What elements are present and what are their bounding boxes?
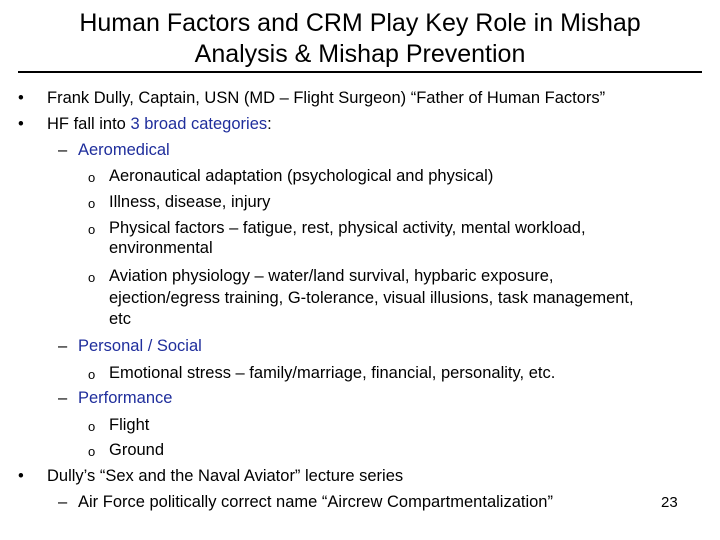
sub-bullet-icon: o — [88, 196, 96, 211]
sub-bullet-icon: o — [88, 444, 96, 459]
title-line-2: Analysis & Mishap Prevention — [194, 40, 526, 68]
sub-bullet-icon: o — [88, 170, 96, 185]
sub-item-text: Illness, disease, injury — [109, 193, 271, 211]
categories-link[interactable]: 3 broad categories — [130, 115, 268, 133]
sub-item-text: Flight — [109, 416, 150, 434]
category-heading: Aeromedical — [78, 141, 170, 159]
title-line-1: Human Factors and CRM Play Key Role in Mishap — [79, 9, 641, 37]
bullet-text: Dully’s “Sex and the Naval Aviator” lecture series — [47, 467, 404, 485]
dash-icon: – — [58, 141, 68, 159]
sub-item-text-continued: ejection/egress training, G-tolerance, visual illusions, task management, — [109, 289, 634, 307]
sub-item-text: Physical factors – fatigue, rest, physical activity, mental workload, — [109, 219, 586, 237]
bullet-text-prefix: HF fall into — [47, 115, 131, 133]
sub-bullet-icon: o — [88, 270, 96, 285]
bullet-icon: • — [18, 115, 24, 133]
sub-item-text-continued: environmental — [109, 239, 213, 257]
dash-icon: – — [58, 337, 68, 355]
title-divider — [18, 71, 702, 73]
bullet-text — [47, 114, 272, 134]
sub-bullet-icon: o — [88, 419, 96, 434]
dash-icon: – — [58, 389, 68, 407]
sub-bullet-icon: o — [88, 222, 96, 237]
sub-item-text-continued: etc — [109, 310, 132, 328]
dash-icon: – — [58, 493, 68, 511]
slide-title — [0, 8, 720, 70]
sub-item-text: Air Force politically correct name “Aircrew Compartmentalization” — [78, 493, 553, 511]
sub-item-text: Aviation physiology – water/land survival, hypbaric exposure, — [109, 267, 554, 285]
category-heading: Personal / Social — [78, 337, 202, 355]
bullet-icon: • — [18, 89, 24, 107]
sub-item-text: Ground — [109, 441, 165, 459]
page-number: 23 — [661, 494, 678, 511]
bullet-icon: • — [18, 467, 24, 485]
bullet-text: Frank Dully, Captain, USN (MD – Flight Surgeon) “Father of Human Factors” — [47, 89, 606, 107]
sub-bullet-icon: o — [88, 367, 96, 382]
category-heading: Performance — [78, 389, 173, 407]
sub-item-text: Emotional stress – family/marriage, financial, personality, etc. — [109, 364, 556, 382]
bullet-text-suffix: : — [267, 115, 272, 133]
sub-item-text: Aeronautical adaptation (psychological and physical) — [109, 167, 494, 185]
